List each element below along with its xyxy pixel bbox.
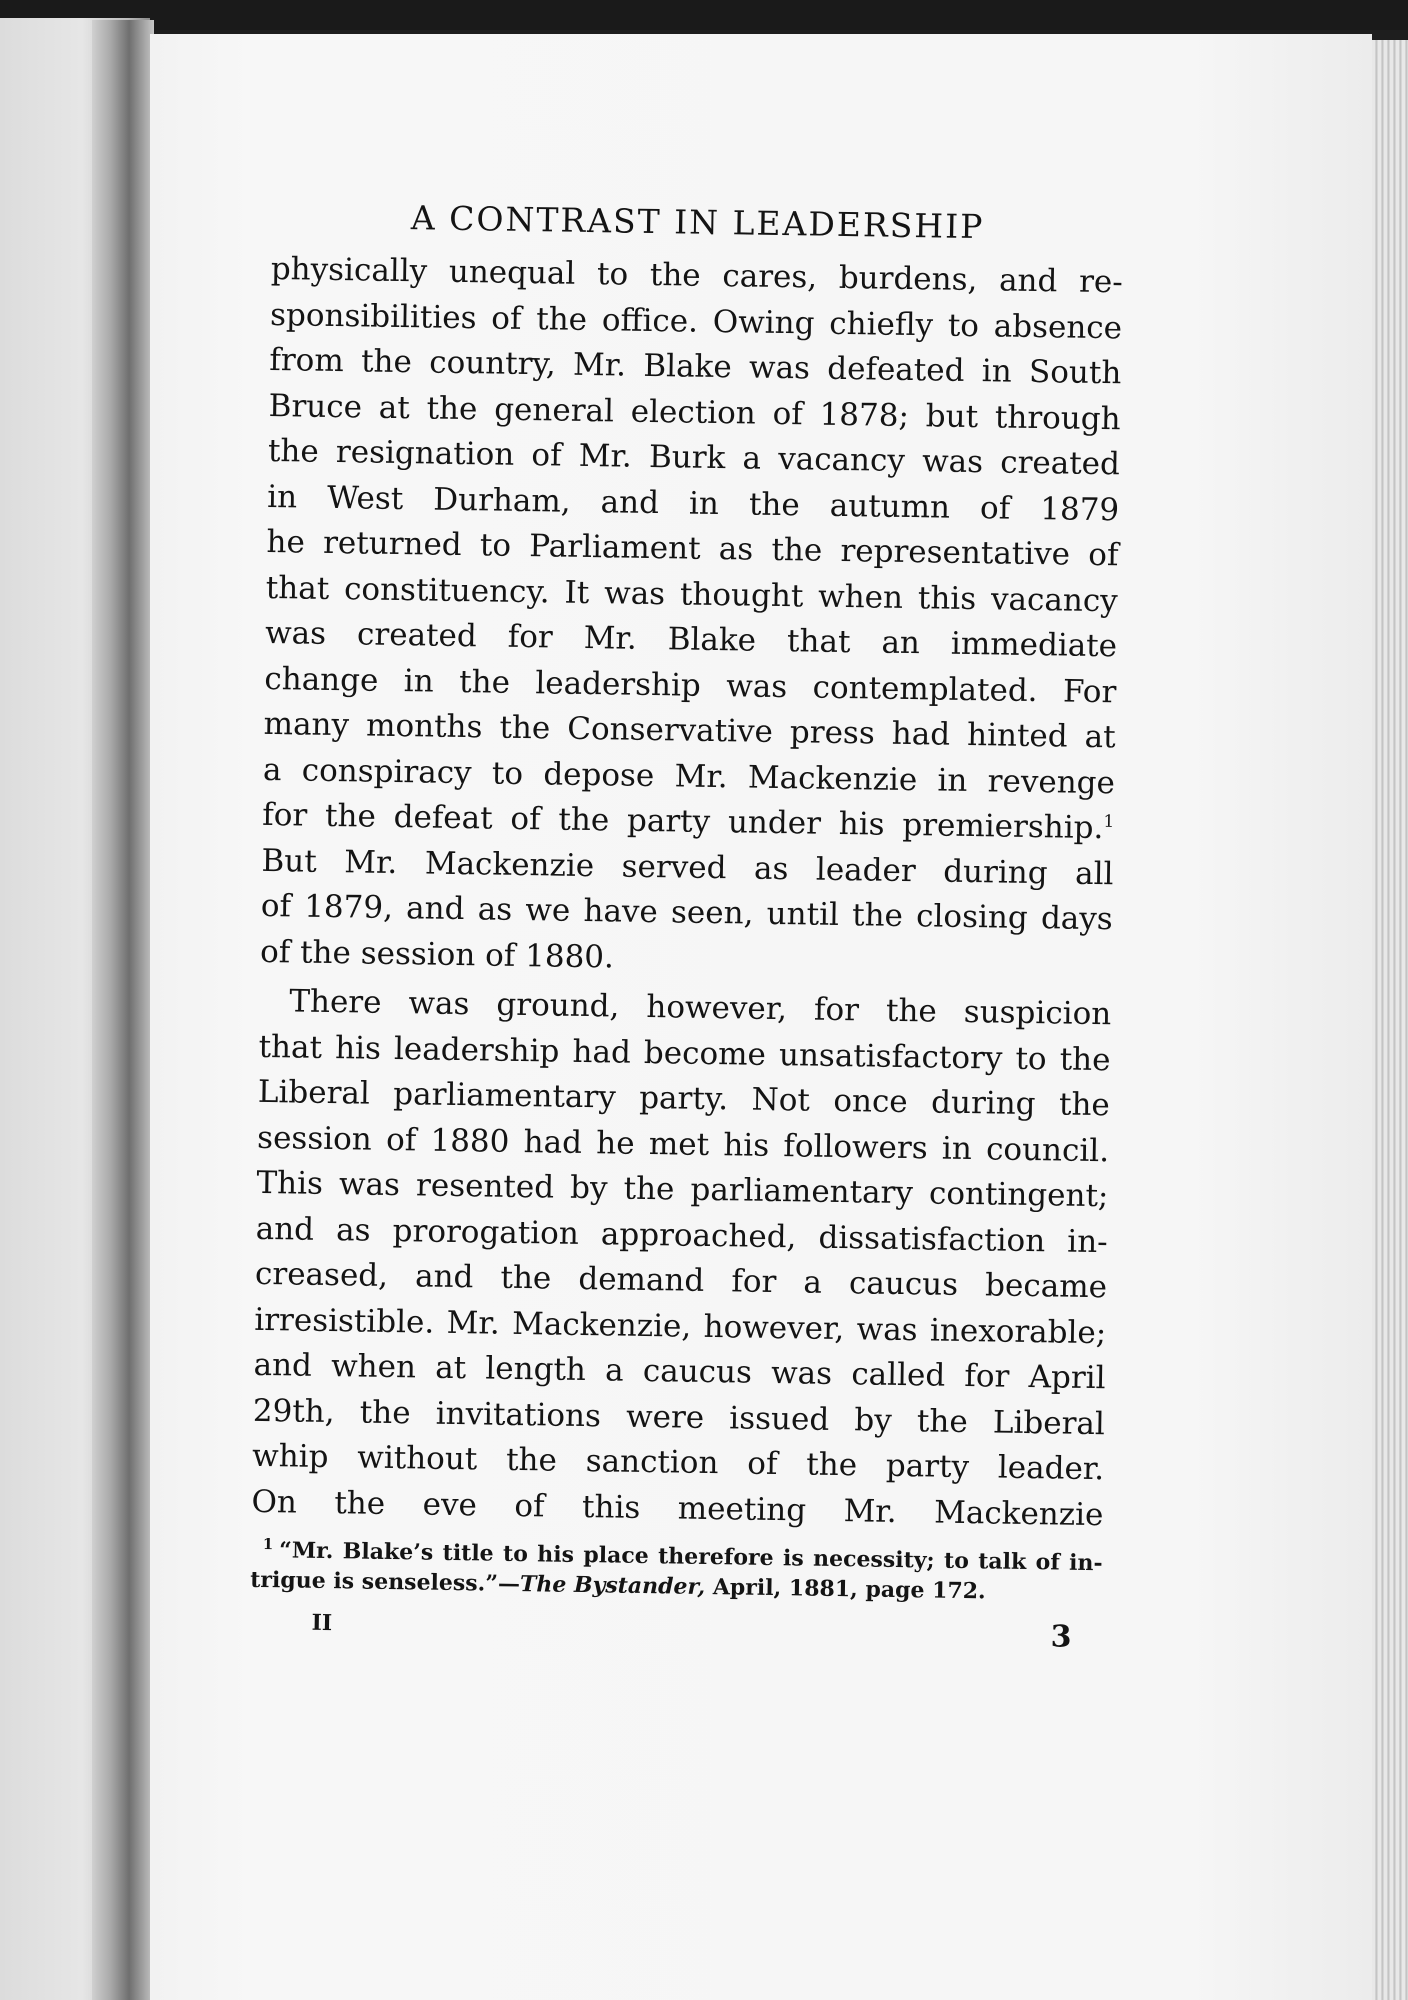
text-line: was created for Mr. Blake that an immediate <box>264 614 1118 665</box>
text-line: sponsibilities of the office. Owing chiefly to absence <box>269 296 1123 346</box>
page-number: 3 <box>1050 1619 1072 1655</box>
text-line: and when at length a caucus was called for April <box>253 1346 1106 1397</box>
text-line: On the eve of this meeting Mr. Mackenzie <box>251 1483 1104 1533</box>
signature-mark: II <box>311 1609 333 1637</box>
text-line: whip without the sanction of the party leader. <box>251 1437 1105 1488</box>
text-line: session of 1880 had he met his followers in council. <box>256 1119 1110 1169</box>
footnote <box>250 1535 1103 1608</box>
footnote-text: trigue is senseless.”— <box>250 1566 521 1598</box>
running-head: A CONTRAST IN LEADERSHIP <box>410 198 985 247</box>
text-line: a conspiracy to depose Mr. Mackenzie in revenge <box>262 751 1116 801</box>
text-line: creased, and the demand for a caucus became <box>254 1255 1108 1306</box>
text-line: Liberal parliamentary party. Not once during the <box>257 1073 1111 1124</box>
text-line: physically unequal to the cares, burdens, and re- <box>270 250 1124 301</box>
text-line: from the country, Mr. Blake was defeated in South <box>269 341 1122 392</box>
text-line: 29th, the invitations were issued by the Liberal <box>252 1392 1106 1442</box>
page-text-block <box>249 196 1124 1662</box>
text-line-content: for the defeat of the party under his premiership. <box>261 796 1104 847</box>
text-line: and as prorogation approached, dissatisfaction in- <box>255 1210 1108 1260</box>
page-fore-edge <box>1372 40 1408 2000</box>
text-line: he returned to Parliament as the representative of <box>266 523 1119 574</box>
paragraph-1 <box>260 247 1123 988</box>
text-line: This was resented by the parliamentary contingent; <box>256 1164 1109 1215</box>
text-line: There was ground, however, for the suspicion <box>289 983 1112 1033</box>
footnote-text: “Mr. Blake’s title to his place therefore is necessity; to talk of in- <box>278 1537 1103 1577</box>
footnote-number: 1 <box>262 1534 274 1553</box>
text-line: of the session of 1880. <box>259 933 615 975</box>
text-line: the resignation of Mr. Burk a vacancy was created <box>267 432 1121 483</box>
text-line: many months the Conservative press had hinted at <box>263 705 1116 756</box>
text-line: of 1879, and as we have seen, until the closing days <box>260 887 1114 938</box>
text-line: in West Durham, and in the autumn of 1879 <box>266 478 1120 528</box>
text-line: that constituency. It was thought when this vacancy <box>265 569 1119 619</box>
text-line: Bruce at the general election of 1878; but through <box>268 387 1121 437</box>
text-line: that his leadership had become unsatisfactory to the <box>258 1028 1111 1078</box>
book-gutter <box>92 20 154 2000</box>
footnote-reference: 1 <box>1103 811 1115 832</box>
scanner-background <box>0 0 1408 30</box>
footnote-citation: April, 1881, page 172. <box>704 1573 986 1605</box>
paragraph-2 <box>251 979 1111 1538</box>
text-line: But Mr. Mackenzie served as leader during all <box>261 842 1114 892</box>
footnote-source-title: The Bystander, <box>519 1571 706 1600</box>
text-line: change in the leadership was contemplated. For <box>264 660 1117 710</box>
text-line: irresistible. Mr. Mackenzie, however, was inexorable; <box>254 1301 1107 1351</box>
